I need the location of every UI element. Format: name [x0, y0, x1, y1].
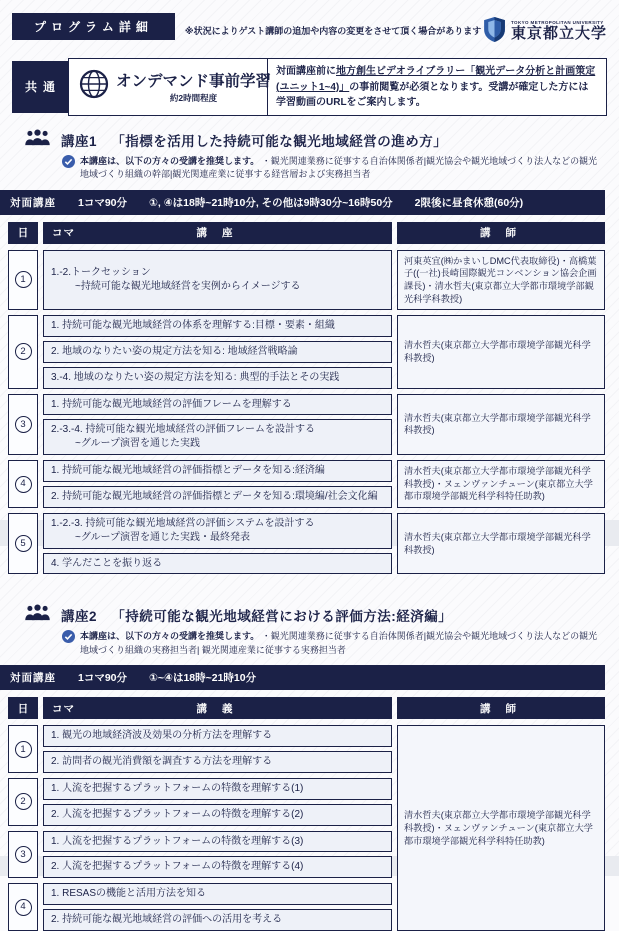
col-header-lecture-label: 講 義	[196, 702, 239, 715]
table-row	[8, 460, 605, 508]
lecturer-cell: 清水哲夫(東京都立大学都市環境学部観光科学科教授)	[397, 394, 605, 455]
lecture-item	[43, 856, 392, 878]
course1-heading	[24, 129, 607, 151]
lecture-item	[43, 460, 392, 482]
course2-table-body	[8, 725, 605, 930]
course2-table-header	[8, 697, 605, 719]
lecture-item-line: 2.-3.-4. 持続可能な観光地域経営の評価フレームを設計する	[51, 424, 316, 436]
lecture-item-line: 4. 学んだことを振り返る	[51, 557, 163, 569]
course2-recommend-body: ・観光関連業務に従事する自治体関係者|観光協会や観光地域づくり法人などの観光地域づくり組織の実務担当者| 観光関連産業に従事する実務担当者	[80, 631, 598, 655]
lecture-item-line: 1. 人流を把握するプラットフォームの特徴を理解する(3)	[51, 835, 304, 847]
day-number: 3	[15, 846, 32, 863]
globe-icon	[79, 69, 109, 104]
lecture-item-line: 2. 人流を把握するプラットフォームの特徴を理解する(2)	[51, 808, 304, 820]
lecture-item-line: 1. 持続可能な観光地域経営の体系を理解する:目標・要素・組織	[51, 320, 335, 332]
lecture-item-line: 2. 訪問者の観光消費額を調査する方法を理解する	[51, 756, 273, 768]
col-header-day: 日	[8, 697, 38, 719]
lecture-item	[43, 315, 392, 337]
shield-logo-icon	[483, 16, 506, 48]
page-header	[0, 0, 619, 48]
day-cell	[8, 315, 38, 388]
lecture-item-line: 3.-4. 地域のなりたい姿の規定方法を知る: 典型的手法とその実践	[51, 371, 340, 383]
ondemand-desc-link: 地方創生ビデオライブラリー「観光データ分析と計画策定(ユニット1~4)」	[276, 66, 596, 93]
schedule-label: 対面講座	[10, 672, 56, 685]
lecturer-cell: 清水哲夫(東京都立大学都市環境学部観光科学科教授)	[397, 513, 605, 574]
lecture-item-line: ~グループ演習を通じた実践・最終発表	[75, 531, 251, 543]
col-header-lecturer: 講 師	[397, 222, 605, 244]
course2-rows	[8, 725, 392, 930]
lecture-items	[43, 883, 392, 931]
table-row	[8, 725, 392, 773]
lecture-item-line: 1. 持続可能な観光地域経営の評価フレームを理解する	[51, 398, 292, 410]
col-header-lecture	[43, 697, 392, 719]
schedule-per: 1コマ90分	[78, 672, 128, 685]
ondemand-title-area	[69, 59, 272, 115]
day-number: 4	[15, 476, 32, 493]
common-tag: 共通	[12, 61, 68, 113]
ondemand-description	[267, 59, 606, 115]
col-header-koma: コマ	[52, 702, 75, 715]
ondemand-title: オンデマンド事前学習	[116, 73, 272, 91]
table-row	[8, 513, 605, 574]
col-header-lecture-label: 講 座	[196, 227, 239, 239]
col-header-koma: コマ	[52, 227, 75, 239]
people-icon	[24, 604, 51, 626]
schedule-label: 対面講座	[10, 196, 56, 209]
day-number: 3	[15, 416, 32, 433]
lecture-item-line: 1.-2.-3. 持続可能な観光地域経営の評価システムを設計する	[51, 518, 315, 530]
lecture-item	[43, 909, 392, 931]
ondemand-duration: 約2時間程度	[169, 93, 218, 104]
schedule-per: 1コマ90分	[78, 196, 128, 209]
table-row	[8, 394, 605, 455]
lecture-items	[43, 315, 392, 388]
lecture-item-line: 1. 観光の地域経済波及効果の分析方法を理解する	[51, 730, 273, 742]
lecturer-cell: 清水哲夫(東京都立大学都市環境学部観光科学科教授)・ヌェンヴァンチューン(東京都立大学都市環境学部観光科学科特任助教)	[397, 460, 605, 508]
course2-table	[8, 697, 605, 930]
course1-recommend	[62, 155, 603, 182]
lecture-item-line: 2. 持続可能な観光地域経営の評価への活用を考える	[51, 914, 283, 926]
course2-heading	[24, 604, 607, 626]
ondemand-desc-prefix: 対面講座前に	[276, 66, 336, 77]
lecture-item-line: 2. 地域のなりたい姿の規定方法を知る: 地域経営戦略論	[51, 346, 298, 358]
col-header-lecturer: 講 師	[397, 697, 605, 719]
ondemand-desc-suffix: の事前閲覧が必須となります。受講が確定した方には学習動画のURLをご案内します。	[276, 81, 589, 108]
lecture-items	[43, 513, 392, 574]
lecturer-cell: 清水哲夫(東京都立大学都市環境学部観光科学科教授)	[397, 315, 605, 388]
table-row	[8, 250, 605, 311]
day-cell	[8, 250, 38, 311]
lecture-items	[43, 725, 392, 773]
course1-table	[8, 222, 605, 575]
col-header-lecture	[43, 222, 392, 244]
course1-label: 講座1	[61, 133, 98, 149]
check-icon	[62, 155, 75, 173]
course2-label: 講座2	[61, 609, 98, 625]
lecture-item	[43, 367, 392, 389]
lecture-item	[43, 341, 392, 363]
lecture-item-line: 2. 持続可能な観光地域経営の評価指標とデータを知る:環境編/社会文化編	[51, 491, 378, 503]
day-cell	[8, 513, 38, 574]
day-number: 2	[15, 793, 32, 810]
day-number: 2	[15, 343, 32, 360]
lecture-items	[43, 778, 392, 826]
day-cell	[8, 394, 38, 455]
lecturer-cell: 河東英宜(㈱かまいしDMC代表取締役)・高橋葉子((一社)長崎国際観光コンベンション協会企画課長)・清水哲夫(東京都立大学都市環境学部観光科学科教授)	[397, 250, 605, 311]
lecture-item	[43, 778, 392, 800]
schedule-times: ①, ④は18時~21時10分, その他は9時30分~16時50分	[149, 196, 393, 209]
lecture-item	[43, 250, 392, 311]
lecture-item-line: 2. 人流を把握するプラットフォームの特徴を理解する(4)	[51, 861, 304, 873]
university-logo	[483, 16, 607, 48]
course1-table-body	[8, 250, 605, 575]
ondemand-box	[68, 58, 607, 116]
lecture-item-line: 1.-2.トークセッション	[51, 267, 151, 279]
table-row	[8, 831, 392, 879]
day-cell	[8, 725, 38, 773]
lecture-items	[43, 394, 392, 455]
course1-table-header	[8, 222, 605, 244]
table-row	[8, 778, 392, 826]
table-row	[8, 315, 605, 388]
course1-recommend-lead: 本講座は、以下の方々の受講を推奨します。	[80, 155, 260, 166]
schedule-lunch: 2限後に昼食休憩(60分)	[414, 196, 524, 209]
university-name	[511, 21, 607, 42]
day-cell	[8, 883, 38, 931]
lecture-item	[43, 394, 392, 416]
lecture-item	[43, 804, 392, 826]
lecture-item	[43, 486, 392, 508]
lecture-items	[43, 250, 392, 311]
lecture-items	[43, 831, 392, 879]
day-cell	[8, 831, 38, 879]
schedule-times: ①~④は18時~21時10分	[149, 672, 257, 685]
common-section	[12, 58, 607, 116]
lecture-item	[43, 553, 392, 575]
lecture-item	[43, 513, 392, 549]
lecture-item-line: 1. 人流を把握するプラットフォームの特徴を理解する(1)	[51, 783, 304, 795]
col-header-day: 日	[8, 222, 38, 244]
day-number: 4	[15, 899, 32, 916]
lecture-item-line: 1. 持続可能な観光地域経営の評価指標とデータを知る:経済編	[51, 465, 325, 477]
course2-recommend	[62, 630, 603, 657]
day-number: 1	[15, 271, 32, 288]
day-cell	[8, 778, 38, 826]
university-name-en: TOKYO METROPOLITAN UNIVERSITY	[510, 20, 604, 26]
lecture-item-line: ~グループ演習を通じた実践	[75, 438, 201, 450]
day-number: 1	[15, 741, 32, 758]
check-icon	[62, 630, 75, 648]
lecture-item-line: ~持続可能な観光地域経営を実例からイメージする	[75, 280, 301, 292]
course2-recommend-lead: 本講座は、以下の方々の受講を推奨します。	[80, 631, 260, 642]
day-number: 5	[15, 535, 32, 552]
university-name-ja: 東京都立大学	[510, 25, 607, 43]
header-note: ※状況によりゲスト講師の追加や内容の変更をさせて頂く場合があります	[184, 26, 482, 36]
lecture-item-line: 1. RESASの機能と活用方法を知る	[51, 888, 207, 900]
program-detail-label: プログラム詳細	[12, 13, 175, 40]
course2-schedule-bar	[0, 665, 605, 690]
lecture-item	[43, 419, 392, 455]
lecturer-cell-merged: 清水哲夫(東京都立大学都市環境学部観光科学科教授)・ヌェンヴァンチューン(東京都立大学都市環境学部観光科学科特任助教)	[397, 725, 605, 930]
lecture-item	[43, 831, 392, 853]
lecture-item	[43, 725, 392, 747]
lecture-item	[43, 883, 392, 905]
course1-recommend-body: ・観光関連業務に従事する自治体関係者|観光協会や観光地域づくり法人などの観光地域づくり組織の幹部|観光関連産業に従事する経営層および実務担当者	[80, 155, 598, 179]
course1-schedule-bar	[0, 190, 605, 215]
lecture-item	[43, 751, 392, 773]
table-row	[8, 883, 392, 931]
lecture-items	[43, 460, 392, 508]
course2-title: 「持続可能な観光地域経営における評価方法:経済編」	[111, 609, 453, 625]
day-cell	[8, 460, 38, 508]
course1-title: 「指標を活用した持続可能な観光地域経営の進め方」	[111, 133, 448, 149]
people-icon	[24, 129, 51, 151]
